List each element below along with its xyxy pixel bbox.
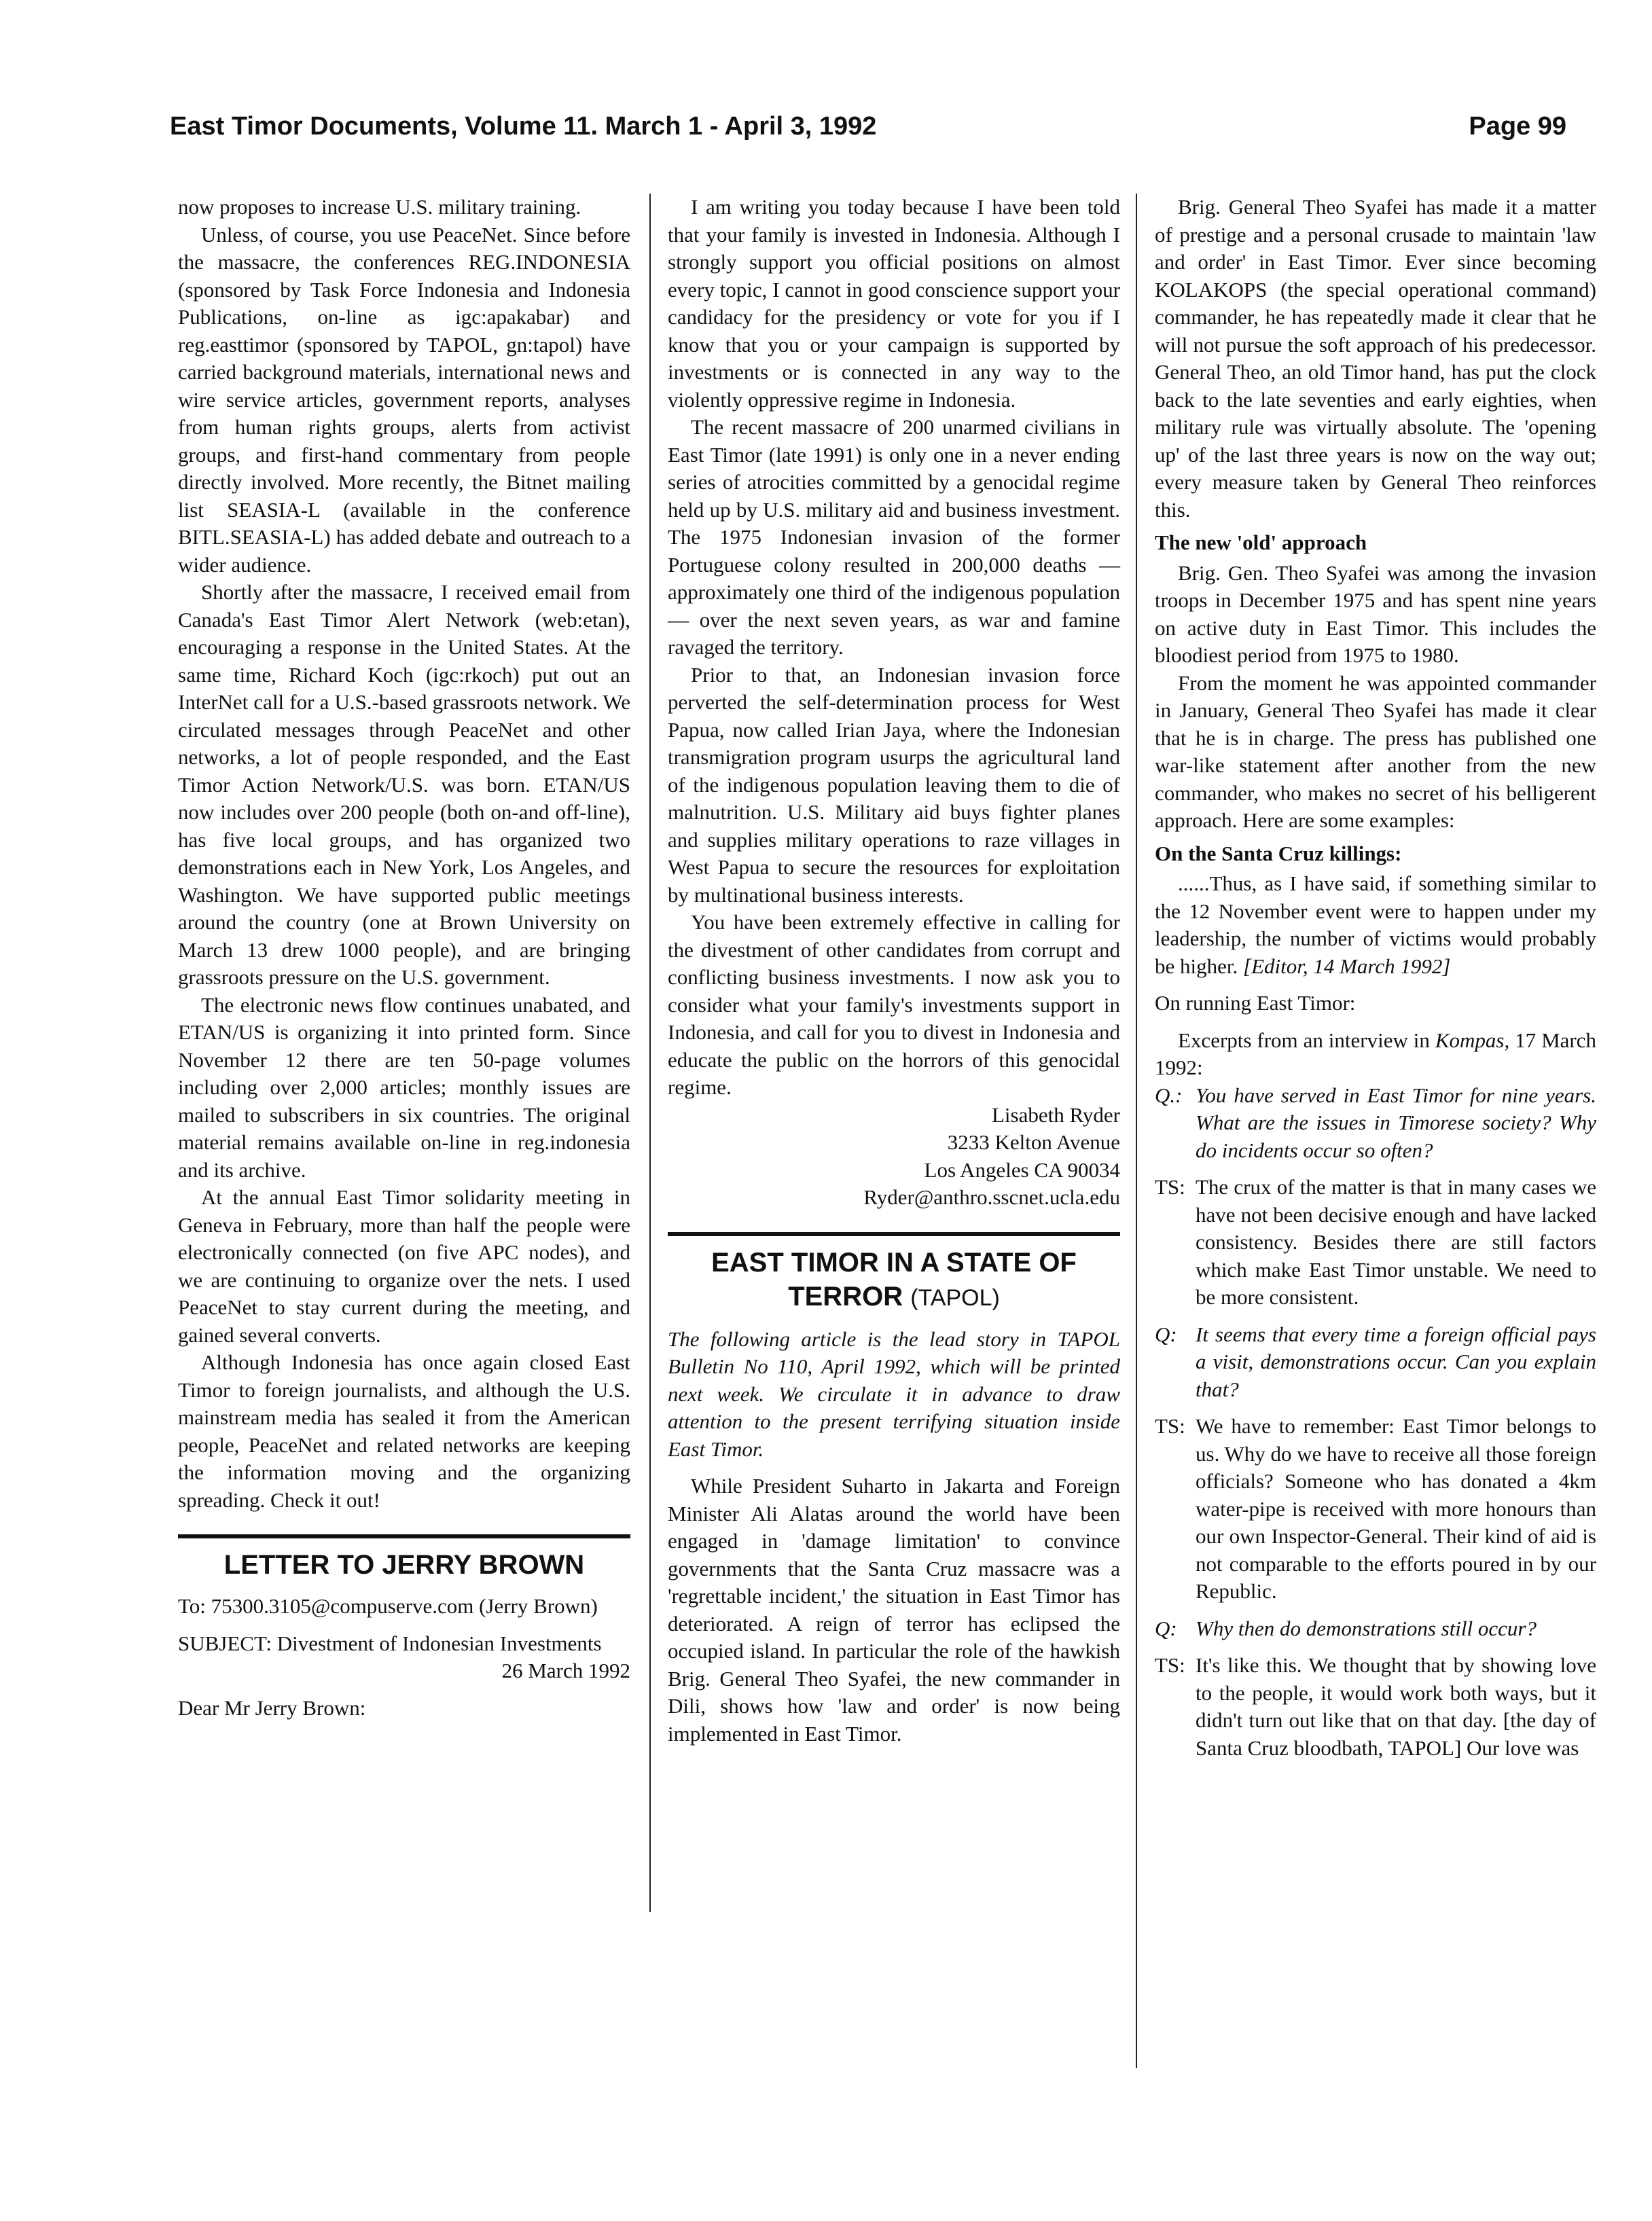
paragraph: The electronic news flow continues unabated, and ETAN/US is organizing it into printed form. Since November 12 there are ten 50-page volumes including over 2,000 articles; monthly issues are mailed to subscribers in six countries. The original material remains available on-line in reg.indonesia and its archive.: [178, 992, 630, 1182]
quote-paragraph: [1155, 870, 1596, 980]
paragraph: Although Indonesia has once again closed East Timor to foreign journalists, and although the U.S. mainstream media has sealed it from the American people, PeaceNet and related networks are keeping the information moving and the organizing spreading. Check it out!: [178, 1350, 630, 1512]
article-title: EAST TIMOR IN A STATE OF TERROR: [711, 1247, 1077, 1312]
qa-item: [1155, 1174, 1596, 1312]
qa-label: TS:: [1155, 1414, 1185, 1438]
column-rule-left: [649, 194, 651, 1912]
article-source: (TAPOL): [910, 1284, 1000, 1311]
letter-date: 26 March 1992: [501, 1659, 630, 1682]
qa-text: The crux of the matter is that in many cases we have not been decisive enough and have lacked consistency. Besides there are still factors which make East Timor unstable. We need to be more consistent.: [1196, 1175, 1596, 1309]
paragraph: On running East Timor:: [1155, 991, 1356, 1015]
letter-subject: SUBJECT: Divestment of Indonesian Investments: [178, 1631, 602, 1655]
signature-block: [668, 1102, 1120, 1212]
qa-label: Q.:: [1155, 1083, 1183, 1107]
column-1: [178, 194, 630, 1722]
qa-text: Why then do demonstrations still occur?: [1196, 1616, 1537, 1640]
qa-text: It's like this. We thought that by showing love to the people, it would work both ways, but it didn't turn out like that on that day. [the day of Santa Cruz bloodbath, TAPOL] Our love was: [1196, 1653, 1596, 1760]
subheading: The new 'old' approach: [1155, 530, 1367, 554]
qa-label: TS:: [1155, 1175, 1185, 1199]
paragraph: Prior to that, an Indonesian invasion force perverted the self-determination process for West Papua, now called Irian Jaya, where the Indonesian transmigration program usurps the agricultural land of the indigenous population leaving them to die of malnutrition. U.S. Military aid buys fighter planes and supplies military operations to raze villages in West Papua to secure the resources for exploitation by multinational business interests.: [668, 662, 1120, 907]
interview-date: 17 March 1992:: [1155, 1028, 1597, 1079]
paragraph: The recent massacre of 200 unarmed civilians in East Timor (late 1991) is only one in a never ending series of atrocities committed by a genocidal regime held up by U.S. military aid and business investment. The 1975 Indonesian invasion of the former Portuguese colony resulted in 200,000 deaths — approximately one third of the indigenous population — over the next seven years, as war and famine ravaged the territory.: [668, 415, 1120, 659]
document-title: East Timor Documents, Volume 11. March 1 - April 3, 1992: [170, 112, 877, 141]
paragraph: At the annual East Timor solidarity meeting in Geneva in February, more than half the people were electronically connected (on five APC nodes), and we are continuing to organize over the nets. I used PeaceNet to stay current during the meeting, and gained several converts.: [178, 1185, 630, 1347]
column-3: [1155, 194, 1596, 1762]
signature-name: Lisabeth Ryder: [991, 1102, 1120, 1127]
column-rule-right: [1136, 194, 1137, 2068]
qa-label: TS:: [1155, 1653, 1185, 1677]
letter-to: To: 75300.3105@compuserve.com (Jerry Brown): [178, 1594, 598, 1618]
interview-intro: Excerpts from an interview in: [1178, 1028, 1435, 1052]
interview-source: Kompas,: [1435, 1028, 1510, 1052]
paragraph: Brig. Gen. Theo Syafei was among the invasion troops in December 1975 and has spent nine years on active duty in East Timor. This includes the bloodiest period from 1975 to 1980.: [1155, 560, 1596, 667]
page-header: [170, 112, 1566, 153]
signature-email: Ryder@anthro.sscnet.ucla.edu: [863, 1185, 1120, 1209]
quote-citation: [Editor, 14 March 1992]: [1243, 954, 1451, 978]
qa-text: It seems that every time a foreign official pays a visit, demonstrations occur. Can you explain that?: [1196, 1322, 1596, 1401]
paragraph: [1155, 1027, 1596, 1082]
letter-heading: LETTER TO JERRY BROWN: [223, 1550, 585, 1580]
paragraph: Brig. General Theo Syafei has made it a matter of prestige and a personal crusade to maintain 'law and order' in East Timor. Ever since becoming KOLAKOPS (the special operational command) commander, he has repeatedly made it clear that he will not pursue the soft approach of his predecessor. General Theo, an old Timor hand, has put the clock back to the late seventies and early eighties, when military rule was virtually absolute. The 'opening up' of the last three years is now on the way out; every measure taken by General Theo reinforces this.: [1155, 195, 1596, 522]
paragraph: I am writing you today because I have been told that your family is invested in Indonesia. Although I strongly support you official positions on almost every topic, I cannot in good conscience support your candidacy for the presidency or vote for you if I know that you or your campaign is supported by investments or is connected in any way to the violently oppressive regime in Indonesia.: [668, 195, 1120, 412]
paragraph: Unless, of course, you use PeaceNet. Since before the massacre, the conferences REG.INDONESIA (sponsored by Task Force Indonesia and Indonesia Publications, on-line as igc:apakabar) and reg.easttimor (sponsored by TAPOL, gn:tapol) have carried background materials, international news and wire service articles, government reports, analyses from human rights groups, alerts from activist groups, and first-hand commentary from people directly involved. More recently, the Bitnet mailing list SEASIA-L (available in the conference BITL.SEASIA-L) has added debate and outreach to a wider audience.: [178, 222, 630, 577]
qa-text: We have to remember: East Timor belongs to us. Why do we have to receive all those foreign officials? Someone who has donated a 4km water-pipe is received with more honours than our own Inspector-General. Their kind of aid is not comparable to the efforts poured in by our Republic.: [1196, 1414, 1596, 1603]
section-divider: [668, 1232, 1120, 1236]
qa-item: [1155, 1082, 1596, 1165]
paragraph: From the moment he was appointed commander in January, General Theo Syafei has made it clear that he is in charge. The press has published one war-like statement after another from the new commander, who makes no secret of his belligerent approach. Here are some examples:: [1155, 670, 1596, 832]
qa-text: You have served in East Timor for nine years. What are the issues in Timorese society? Why do incidents occur so often?: [1196, 1083, 1596, 1162]
interview-qa: [1155, 1082, 1596, 1763]
section-divider: [178, 1534, 630, 1538]
article-intro: The following article is the lead story in TAPOL Bulletin No 110, April 1992, which will be printed next week. We circulate it in advance to draw attention to the present terrifying situation inside East Timor.: [668, 1326, 1120, 1461]
qa-item: [1155, 1413, 1596, 1606]
paragraph: You have been extremely effective in calling for the divestment of other candidates from corrupt and conflicting business investments. I now ask you to consider what your family's investments support in Indonesia, and call for you to divest in Indonesia and educate the public on the horrors of this genocidal regime.: [668, 910, 1120, 1099]
signature-address: 3233 Kelton Avenue: [947, 1130, 1120, 1154]
letter-salutation: Dear Mr Jerry Brown:: [178, 1695, 366, 1720]
qa-label: Q:: [1155, 1322, 1177, 1346]
paragraph: now proposes to increase U.S. military training.: [178, 195, 581, 219]
qa-label: Q:: [1155, 1616, 1177, 1640]
article-heading: [668, 1246, 1120, 1315]
column-2: [668, 194, 1120, 1748]
paragraph: While President Suharto in Jakarta and Foreign Minister Ali Alatas around the world have been engaged in 'damage limitation' to convince governments that the Santa Cruz massacre was a 'regrettable incident,' the situation in East Timor has deteriorated. A reign of terror has eclipsed the occupied island. In particular the role of the hawkish Brig. General Theo Syafei, the new commander in Dili, shows how 'law and order' is now being implemented in East Timor.: [668, 1474, 1120, 1746]
page-number: Page 99: [1469, 112, 1566, 141]
qa-item: [1155, 1321, 1596, 1404]
subheading: On the Santa Cruz killings:: [1155, 841, 1402, 865]
paragraph: Shortly after the massacre, I received email from Canada's East Timor Alert Network (web:etan), encouraging a response in the United States. At the same time, Richard Koch (igc:rkoch) put out an InterNet call for a U.S.-based grassroots network. We circulated messages through PeaceNet and other networks, a lot of people responded, and the East Timor Action Network/U.S. was born. ETAN/US now includes over 200 people (both on-and off-line), has five local groups, and has organized two demonstrations each in New York, Los Angeles, and Washington. We have supported public meetings around the country (one at Brown University on March 13 drew 1000 people), and are bringing grassroots pressure on the U.S. government.: [178, 580, 630, 989]
qa-item: [1155, 1652, 1596, 1762]
signature-city: Los Angeles CA 90034: [924, 1157, 1120, 1182]
qa-item: [1155, 1615, 1596, 1643]
quote-text: ......Thus, as I have said, if something similar to the 12 November event were to happen under my leadership, the number of victims would probably be higher.: [1155, 871, 1596, 978]
